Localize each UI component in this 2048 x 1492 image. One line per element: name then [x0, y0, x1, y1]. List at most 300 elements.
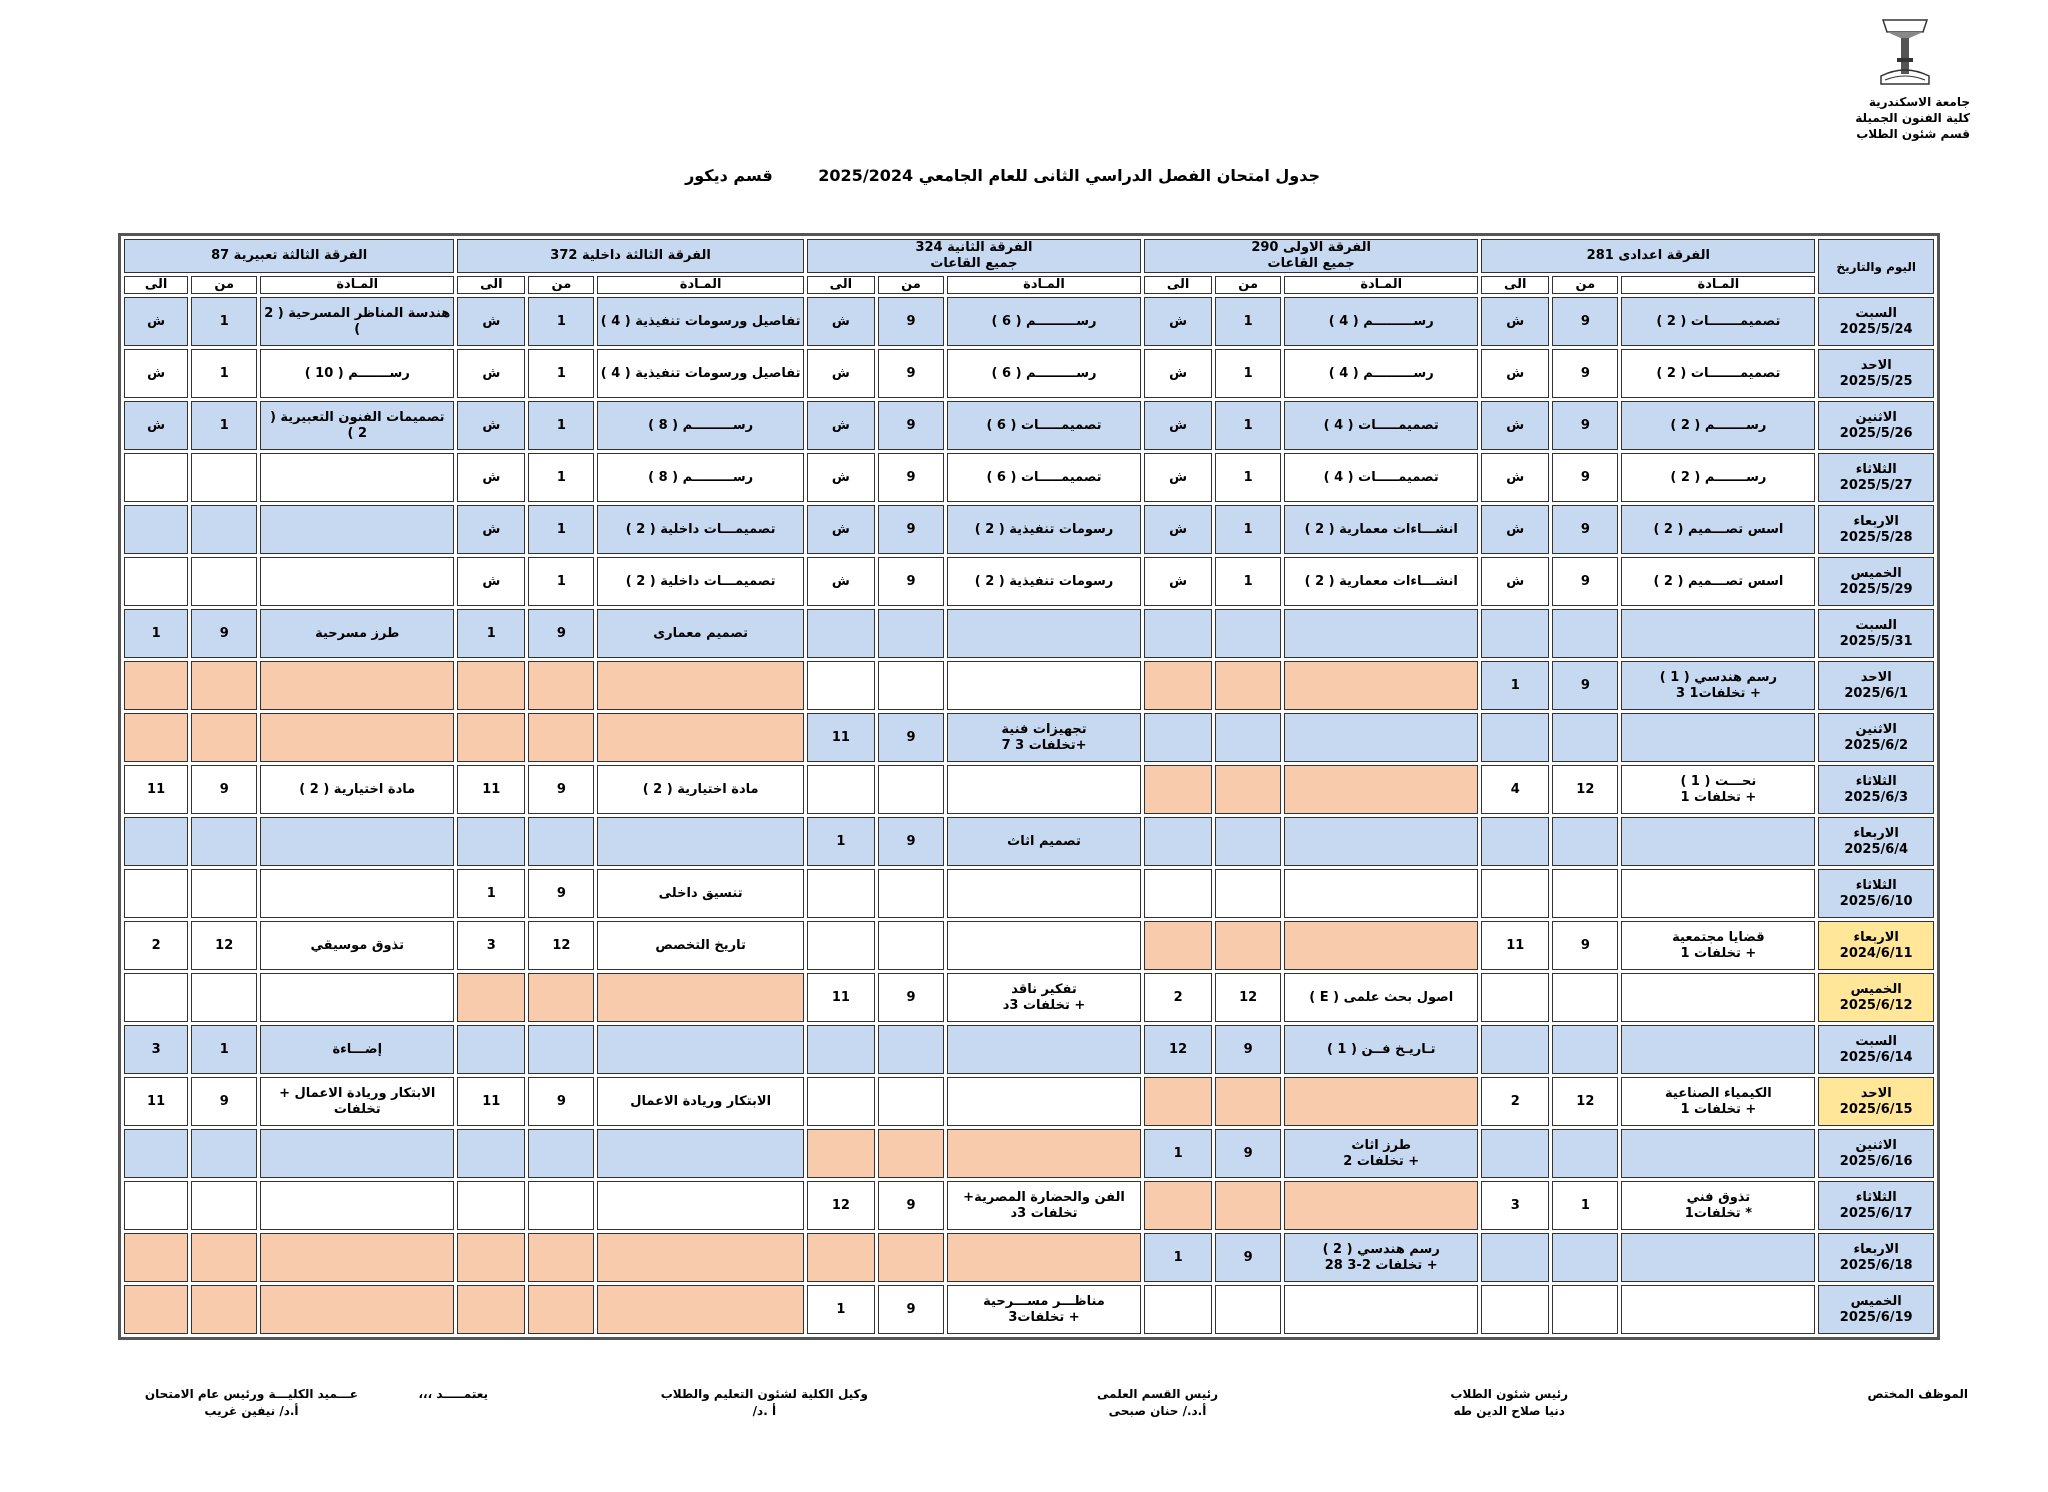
day-date-cell [1818, 453, 1934, 502]
dept-head-name: أ.د./ حنان صبحى [1108, 1404, 1207, 1418]
subject-cell: اصول بحث علمى ( E ) [1284, 973, 1478, 1022]
exam-date: 2025/5/25 [1839, 373, 1913, 389]
time-to-cell: ش [1481, 349, 1549, 398]
time-to-cell: ش [807, 349, 875, 398]
time-to-cell: ش [457, 401, 525, 450]
time-to-cell: ش [807, 297, 875, 346]
day-date-cell [1818, 557, 1934, 606]
time-to-cell [1481, 1285, 1549, 1334]
time-from-cell [1215, 1077, 1281, 1126]
time-from-cell [1215, 713, 1281, 762]
time-from-cell [1552, 609, 1618, 658]
subject-cell: رســـــــــم ( 8 ) [597, 401, 803, 450]
subject-cell: اسس تصـــميم ( 2 ) [1621, 505, 1815, 554]
schedule-row [124, 401, 1934, 450]
day-date-cell [1818, 973, 1934, 1022]
time-to-cell [124, 661, 188, 710]
subject-cell [1621, 1285, 1815, 1334]
exam-date: 2025/6/10 [1839, 893, 1913, 909]
subject-cell [597, 1181, 803, 1230]
time-from-cell: 9 [1215, 1025, 1281, 1074]
subject-cell [947, 1129, 1141, 1178]
group-sub: جميع القاعات [1267, 256, 1355, 271]
time-to-cell: ش [807, 557, 875, 606]
subject-cell: الكيمياء الصناعية + تخلفات 1 [1621, 1077, 1815, 1126]
time-from-cell: 1 [1215, 297, 1281, 346]
time-from-cell [1215, 921, 1281, 970]
day-name: الخميس [1850, 565, 1902, 581]
day-date-cell [1818, 869, 1934, 918]
exam-date: 2025/6/1 [1844, 685, 1909, 701]
exam-date: 2025/5/27 [1839, 477, 1913, 493]
day-name: الاثنين [1855, 721, 1897, 737]
subject-cell [260, 661, 454, 710]
time-from-cell [528, 1025, 594, 1074]
day-date-cell [1818, 1077, 1934, 1126]
time-to-cell [1481, 1233, 1549, 1282]
subject-cell: انشـــاءات معمارية ( 2 ) [1284, 505, 1478, 554]
subject-cell [597, 1233, 803, 1282]
subject-cell [597, 1129, 803, 1178]
subject-cell [260, 557, 454, 606]
time-to-cell [124, 505, 188, 554]
time-from-cell [191, 661, 257, 710]
time-to-cell [807, 921, 875, 970]
time-from-cell [878, 1077, 944, 1126]
day-date-cell [1818, 1025, 1934, 1074]
exam-date: 2025/6/2 [1844, 737, 1909, 753]
time-to-cell [457, 1129, 525, 1178]
time-from-cell: 9 [528, 609, 594, 658]
subject-cell: نحـــت ( 1 ) + تخلفات 1 [1621, 765, 1815, 814]
subject-cell: إضـــاءة [260, 1025, 454, 1074]
subject-cell [1621, 869, 1815, 918]
time-to-cell [1144, 609, 1212, 658]
subject-cell: تصميمـــــات ( 4 ) [1284, 401, 1478, 450]
time-from-cell: 9 [528, 1077, 594, 1126]
title-main: جدول امتحان الفصل الدراسي الثانى للعام الجامعي 2025/2024 [818, 166, 1320, 185]
exam-date: 2025/6/16 [1839, 1153, 1913, 1169]
time-to-cell: 2 [124, 921, 188, 970]
time-to-cell: 12 [807, 1181, 875, 1230]
subject-cell [947, 921, 1141, 970]
time-to-cell [124, 1181, 188, 1230]
affairs-head-title: رئيس شئون الطلاب [1450, 1387, 1568, 1401]
time-from-cell: 1 [528, 557, 594, 606]
time-to-cell: ش [457, 505, 525, 554]
subject-cell [1284, 609, 1478, 658]
time-to-cell: 3 [124, 1025, 188, 1074]
exam-date: 2025/6/15 [1839, 1101, 1913, 1117]
title-department: قسم ديكور [685, 166, 773, 185]
subject-cell: مادة اختيارية ( 2 ) [260, 765, 454, 814]
time-from-cell [878, 1025, 944, 1074]
subject-cell [260, 505, 454, 554]
day-name: الثلاثاء [1855, 773, 1897, 789]
subject-cell [1621, 973, 1815, 1022]
column-from-header: من [878, 276, 944, 294]
group-header [807, 239, 1141, 273]
subject-cell: رســـــــــم ( 4 ) [1284, 297, 1478, 346]
time-from-cell: 1 [528, 505, 594, 554]
time-to-cell: ش [1481, 505, 1549, 554]
subject-cell: تصميمـــــــات ( 2 ) [1621, 349, 1815, 398]
subject-cell: الابتكار وريادة الاعمال [597, 1077, 803, 1126]
time-to-cell [1481, 973, 1549, 1022]
time-to-cell: ش [1144, 401, 1212, 450]
time-from-cell [191, 1233, 257, 1282]
exam-date: 2025/6/17 [1839, 1205, 1913, 1221]
time-from-cell: 9 [878, 713, 944, 762]
day-name: الثلاثاء [1855, 461, 1897, 477]
time-from-cell [878, 765, 944, 814]
subject-cell: رسومات تنفيذية ( 2 ) [947, 557, 1141, 606]
day-date-cell [1818, 1285, 1934, 1334]
subject-cell: تاريخ التخصص [597, 921, 803, 970]
time-from-cell [528, 1285, 594, 1334]
group-name: الفرقة اعدادى 281 [1586, 248, 1710, 263]
time-to-cell [457, 1233, 525, 1282]
time-from-cell: 9 [878, 817, 944, 866]
day-date-cell [1818, 1129, 1934, 1178]
time-to-cell: ش [1144, 557, 1212, 606]
time-to-cell: 1 [457, 609, 525, 658]
time-from-cell: 9 [878, 973, 944, 1022]
time-from-cell: 1 [528, 349, 594, 398]
time-from-cell [1215, 817, 1281, 866]
subject-cell: تفاصيل ورسومات تنفيذية ( 4 ) [597, 297, 803, 346]
column-subject-header: المـادة [597, 276, 803, 294]
time-to-cell [807, 1129, 875, 1178]
time-from-cell: 9 [191, 1077, 257, 1126]
time-to-cell: 11 [457, 1077, 525, 1126]
group-sub: جميع القاعات [930, 256, 1018, 271]
time-from-cell: 1 [1552, 1181, 1618, 1230]
group-name: الفرقة الثانية 324 [915, 240, 1033, 255]
time-to-cell: 3 [1481, 1181, 1549, 1230]
group-name: الفرقة الثالثة داخلية 372 [550, 248, 711, 263]
day-date-cell [1818, 713, 1934, 762]
schedule-row [124, 349, 1934, 398]
time-from-cell [528, 973, 594, 1022]
day-date-cell [1818, 1233, 1934, 1282]
time-from-cell: 9 [878, 297, 944, 346]
schedule-row [124, 1285, 1934, 1334]
time-from-cell [528, 1129, 594, 1178]
time-to-cell [1481, 713, 1549, 762]
schedule-row [124, 1077, 1934, 1126]
subject-cell: تصميمـــات داخلية ( 2 ) [597, 557, 803, 606]
time-from-cell [878, 609, 944, 658]
time-from-cell [191, 1181, 257, 1230]
column-subject-header: المـادة [947, 276, 1141, 294]
time-to-cell [807, 1025, 875, 1074]
subject-cell: تصميم اثاث [947, 817, 1141, 866]
time-to-cell [457, 973, 525, 1022]
group-header [1481, 239, 1815, 273]
subject-cell: تذوق موسيقي [260, 921, 454, 970]
column-from-header: من [1215, 276, 1281, 294]
faculty-name: كلية الفنون الجميلة [1855, 111, 1970, 125]
time-to-cell: 11 [1481, 921, 1549, 970]
time-to-cell: ش [457, 349, 525, 398]
time-from-cell: 9 [1552, 453, 1618, 502]
subject-cell: رسم هندسي ( 1 ) + تخلفات1 3 [1621, 661, 1815, 710]
time-from-cell [191, 817, 257, 866]
time-to-cell [124, 817, 188, 866]
subject-cell [947, 609, 1141, 658]
time-to-cell: 1 [1144, 1233, 1212, 1282]
time-to-cell: 1 [807, 1285, 875, 1334]
subject-cell: رســـــــم ( 2 ) [1621, 401, 1815, 450]
day-name: الاثنين [1855, 409, 1897, 425]
day-name: الاربعاء [1853, 929, 1899, 945]
time-from-cell: 9 [1552, 557, 1618, 606]
subject-cell: الفن والحضارة المصرية+ تخلفات 3د [947, 1181, 1141, 1230]
subject-cell [947, 1025, 1141, 1074]
column-subject-header: المـادة [260, 276, 454, 294]
subject-cell: رســـــــــم ( 6 ) [947, 297, 1141, 346]
time-to-cell: ش [1144, 349, 1212, 398]
time-from-cell [191, 869, 257, 918]
group-header [124, 239, 454, 273]
time-to-cell: ش [1144, 453, 1212, 502]
time-from-cell: 9 [878, 557, 944, 606]
time-from-cell: 9 [1552, 349, 1618, 398]
time-to-cell [1144, 1077, 1212, 1126]
subject-cell [1284, 1077, 1478, 1126]
subject-cell [260, 973, 454, 1022]
subject-cell [260, 453, 454, 502]
subject-cell [260, 817, 454, 866]
subject-cell [1621, 817, 1815, 866]
time-to-cell: ش [457, 297, 525, 346]
column-to-header: الى [807, 276, 875, 294]
day-name: الاحد [1860, 357, 1892, 373]
time-to-cell [124, 1233, 188, 1282]
university-name: جامعة الاسكندرية [1868, 95, 1970, 109]
exam-date: 2025/6/14 [1839, 1049, 1913, 1065]
time-from-cell [1215, 1285, 1281, 1334]
subject-cell: تذوق فني * تخلفات1 [1621, 1181, 1815, 1230]
group-name: الفرقة الثالثة تعبيرية 87 [211, 248, 368, 263]
subject-cell [1621, 1129, 1815, 1178]
subject-cell: تصميمـــات داخلية ( 2 ) [597, 505, 803, 554]
day-date-cell [1818, 817, 1934, 866]
dept-head-signature [1097, 1386, 1218, 1420]
time-from-cell: 1 [528, 297, 594, 346]
day-name: السبت [1855, 617, 1898, 633]
time-from-cell [191, 505, 257, 554]
subject-cell [947, 661, 1141, 710]
subject-cell [1621, 1025, 1815, 1074]
column-subject-header: المـادة [1284, 276, 1478, 294]
day-name: الاحد [1860, 1085, 1892, 1101]
vice-dean-name: أ .د/ [752, 1404, 777, 1418]
time-to-cell: 1 [457, 869, 525, 918]
schedule-row [124, 1025, 1934, 1074]
time-from-cell [1215, 1181, 1281, 1230]
time-to-cell [1144, 1285, 1212, 1334]
time-to-cell: ش [807, 401, 875, 450]
subject-cell [1284, 1181, 1478, 1230]
time-to-cell [1144, 817, 1212, 866]
time-from-cell: 1 [528, 453, 594, 502]
subject-cell: تفاصيل ورسومات تنفيذية ( 4 ) [597, 349, 803, 398]
day-name: الخميس [1850, 1293, 1902, 1309]
time-from-cell: 9 [878, 401, 944, 450]
schedule-row [124, 297, 1934, 346]
subject-cell [260, 1181, 454, 1230]
time-to-cell: ش [807, 505, 875, 554]
time-from-cell: 9 [878, 505, 944, 554]
schedule-row [124, 921, 1934, 970]
time-to-cell [807, 609, 875, 658]
subject-cell [597, 1285, 803, 1334]
subject-cell [597, 817, 803, 866]
time-from-cell: 1 [1215, 505, 1281, 554]
time-from-cell: 1 [191, 297, 257, 346]
time-from-cell [528, 713, 594, 762]
subject-cell: انشـــاءات معمارية ( 2 ) [1284, 557, 1478, 606]
time-to-cell [124, 557, 188, 606]
dean-name: أ.د/ نيفين غريب [204, 1404, 299, 1418]
time-from-cell [191, 713, 257, 762]
time-from-cell: 1 [1215, 401, 1281, 450]
time-from-cell [191, 1129, 257, 1178]
subject-cell: رســـــــــم ( 4 ) [1284, 349, 1478, 398]
time-from-cell [878, 661, 944, 710]
time-to-cell: ش [1481, 401, 1549, 450]
time-from-cell: 1 [1215, 557, 1281, 606]
time-to-cell [1481, 869, 1549, 918]
time-to-cell: 2 [1481, 1077, 1549, 1126]
column-from-header: من [191, 276, 257, 294]
time-from-cell [1552, 713, 1618, 762]
exam-date: 2025/5/26 [1839, 425, 1913, 441]
time-from-cell: 9 [1552, 921, 1618, 970]
time-from-cell [528, 1233, 594, 1282]
subject-cell: رســـــــــم ( 6 ) [947, 349, 1141, 398]
time-to-cell: 4 [1481, 765, 1549, 814]
employee-signature [1867, 1386, 1968, 1403]
time-to-cell [1144, 713, 1212, 762]
exam-date: 2025/5/28 [1839, 529, 1913, 545]
group-header [1144, 239, 1478, 273]
schedule-row [124, 609, 1934, 658]
time-to-cell [124, 1285, 188, 1334]
time-from-cell [1552, 869, 1618, 918]
time-from-cell: 1 [1215, 349, 1281, 398]
subject-cell: اسس تصـــميم ( 2 ) [1621, 557, 1815, 606]
time-from-cell [191, 1285, 257, 1334]
subject-cell [260, 713, 454, 762]
subject-cell: طرز مسرحية [260, 609, 454, 658]
subject-cell [1621, 609, 1815, 658]
time-from-cell [528, 661, 594, 710]
day-name: الثلاثاء [1855, 1189, 1897, 1205]
schedule-row [124, 817, 1934, 866]
column-to-header: الى [124, 276, 188, 294]
exam-date: 2025/5/24 [1839, 321, 1913, 337]
time-from-cell [878, 869, 944, 918]
schedule-row [124, 1129, 1934, 1178]
signatures-footer [118, 1386, 1968, 1426]
time-to-cell: 1 [1144, 1129, 1212, 1178]
subject-cell [260, 869, 454, 918]
exam-date: 2025/6/19 [1839, 1309, 1913, 1325]
day-date-cell [1818, 921, 1934, 970]
time-to-cell: 11 [124, 1077, 188, 1126]
day-date-cell [1818, 297, 1934, 346]
subject-cell [597, 973, 803, 1022]
day-name: الاربعاء [1853, 513, 1899, 529]
approval-text [418, 1386, 488, 1403]
time-from-cell: 12 [191, 921, 257, 970]
subject-cell: تصميمـــــات ( 4 ) [1284, 453, 1478, 502]
time-to-cell [1481, 609, 1549, 658]
time-to-cell [124, 869, 188, 918]
time-to-cell [457, 713, 525, 762]
subject-cell [1621, 713, 1815, 762]
subject-cell: تصميمـــــات ( 6 ) [947, 401, 1141, 450]
time-to-cell [457, 817, 525, 866]
subject-cell: تجهيزات فنية +تخلفات 3 7 [947, 713, 1141, 762]
time-to-cell [124, 713, 188, 762]
time-to-cell [457, 1025, 525, 1074]
time-from-cell [191, 453, 257, 502]
exam-schedule-table [118, 233, 1940, 1340]
subject-cell: مادة اختيارية ( 2 ) [597, 765, 803, 814]
exam-date: 2025/5/29 [1839, 581, 1913, 597]
day-name: الاربعاء [1853, 825, 1899, 841]
time-from-cell [1552, 817, 1618, 866]
time-from-cell [1552, 1233, 1618, 1282]
day-date-cell [1818, 1181, 1934, 1230]
subject-cell [947, 1233, 1141, 1282]
time-from-cell: 1 [191, 349, 257, 398]
time-from-cell: 12 [1215, 973, 1281, 1022]
time-from-cell: 12 [1552, 1077, 1618, 1126]
exam-date: 2025/6/4 [1844, 841, 1909, 857]
affairs-head-signature [1450, 1386, 1568, 1420]
time-from-cell [878, 1129, 944, 1178]
column-from-header: من [528, 276, 594, 294]
time-from-cell [1215, 661, 1281, 710]
time-from-cell: 9 [1215, 1129, 1281, 1178]
day-date-header: اليوم والتاريخ [1818, 239, 1934, 294]
time-from-cell: 9 [1552, 661, 1618, 710]
time-from-cell [1552, 1025, 1618, 1074]
subject-cell [947, 765, 1141, 814]
subject-cell [597, 1025, 803, 1074]
column-to-header: الى [1144, 276, 1212, 294]
time-to-cell: ش [457, 453, 525, 502]
subject-cell: طرز اثاث + تخلفات 2 [1284, 1129, 1478, 1178]
time-from-cell: 9 [191, 609, 257, 658]
vice-dean-signature [661, 1386, 868, 1420]
time-from-cell: 9 [1552, 505, 1618, 554]
time-from-cell [1552, 1129, 1618, 1178]
day-name: الاربعاء [1853, 1241, 1899, 1257]
time-to-cell [1144, 765, 1212, 814]
time-to-cell: ش [124, 401, 188, 450]
subject-cell: تصميمات الفنون التعبيرية ( 2 ) [260, 401, 454, 450]
schedule-row [124, 973, 1934, 1022]
time-to-cell [1481, 1129, 1549, 1178]
time-from-cell: 9 [878, 349, 944, 398]
time-to-cell [807, 869, 875, 918]
